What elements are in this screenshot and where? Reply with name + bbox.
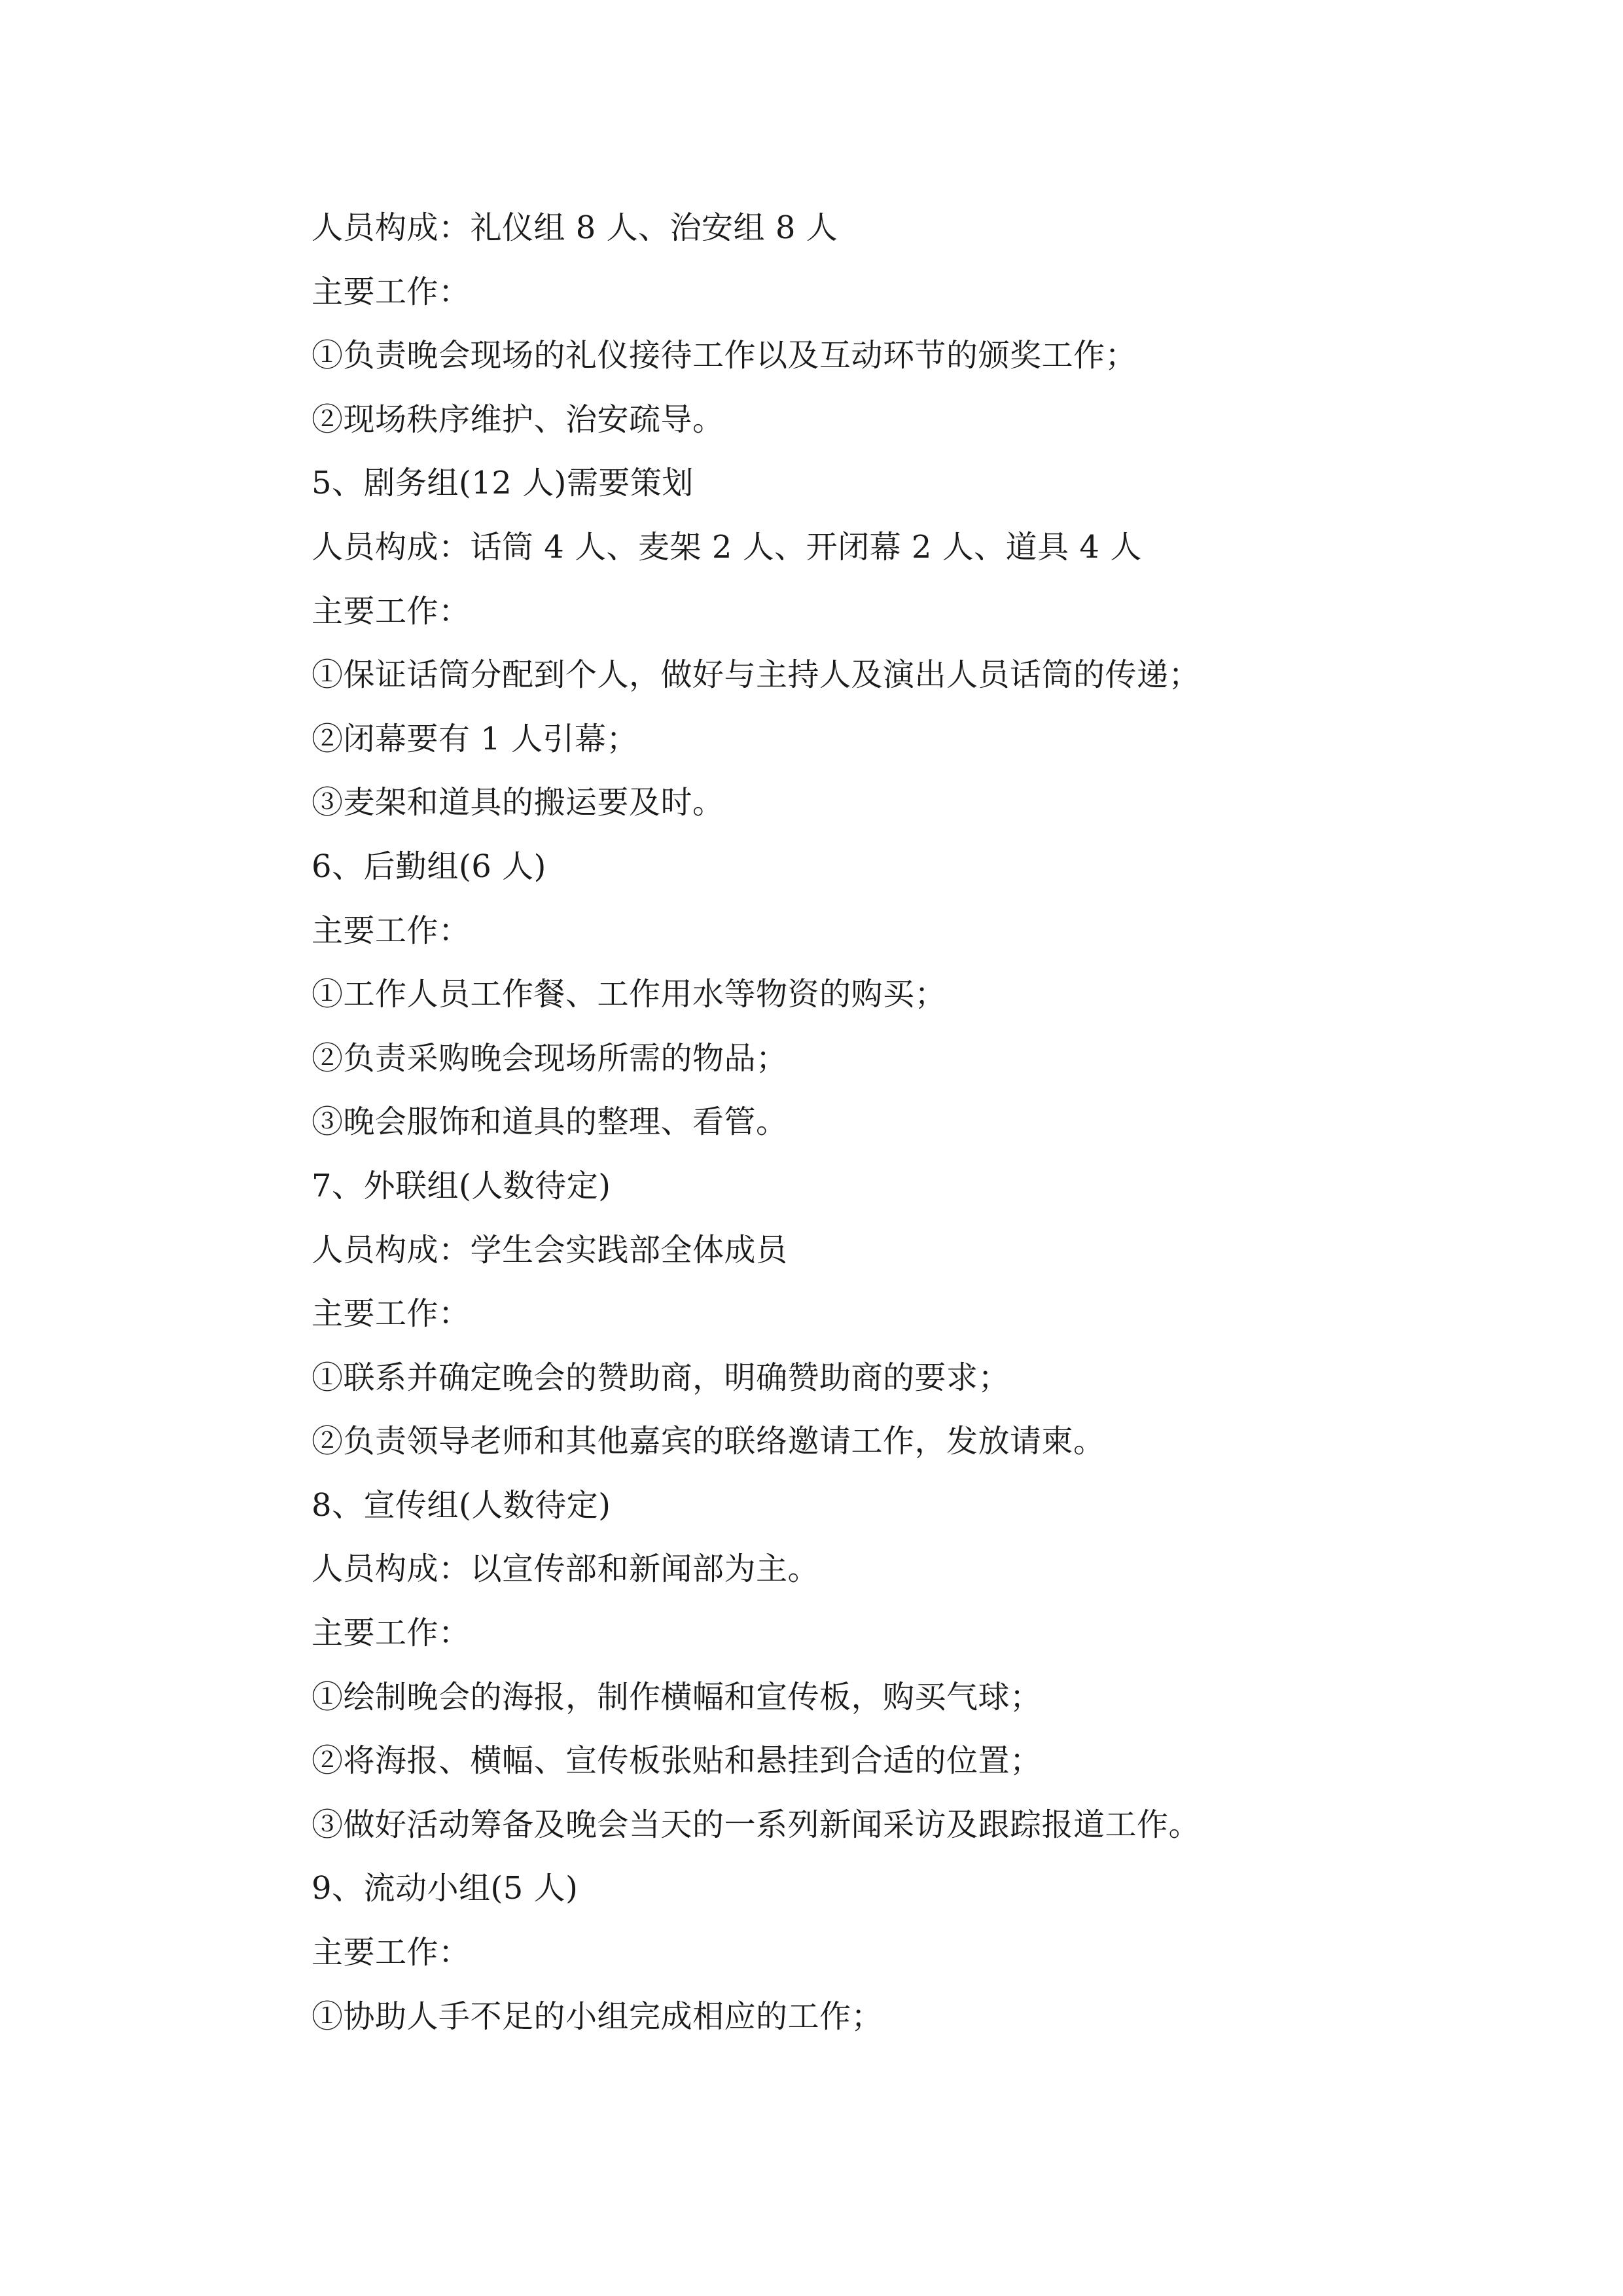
- text-line-item: ③做好活动筹备及晚会当天的一系列新闻采访及跟踪报道工作。: [312, 1806, 1201, 1843]
- text-line-staffing-etiquette-security: 人员构成：礼仪组 8 人、治安组 8 人: [312, 209, 838, 246]
- text-line-staffing-publicity: 人员构成：以宣传部和新闻部为主。: [312, 1551, 820, 1588]
- section-heading-external-relations: 7、外联组(人数待定): [312, 1167, 611, 1204]
- text-line-item: ①绘制晚会的海报，制作横幅和宣传板，购买气球；: [312, 1678, 1042, 1715]
- text-line-main-work: 主要工作：: [312, 1615, 471, 1652]
- text-line-item: ①协助人手不足的小组完成相应的工作；: [312, 1998, 883, 2035]
- text-line-item: ②负责采购晚会现场所需的物品；: [312, 1039, 788, 1077]
- document-body: [312, 196, 1424, 2049]
- text-line-main-work: 主要工作：: [312, 1295, 471, 1333]
- text-line-item: ①工作人员工作餐、工作用水等物资的购买；: [312, 976, 947, 1013]
- text-line-item: ③晚会服饰和道具的整理、看管。: [312, 1103, 788, 1141]
- text-line-item: ①联系并确定晚会的赞助商，明确赞助商的要求；: [312, 1359, 1010, 1396]
- text-line-item: ②将海报、横幅、宣传板张贴和悬挂到合适的位置；: [312, 1742, 1042, 1780]
- text-line-main-work: 主要工作：: [312, 273, 471, 310]
- text-line-staffing-stage-crew: 人员构成：话筒 4 人、麦架 2 人、开闭幕 2 人、道具 4 人: [312, 528, 1142, 565]
- section-heading-publicity: 8、宣传组(人数待定): [312, 1486, 611, 1524]
- section-heading-logistics: 6、后勤组(6 人): [312, 848, 546, 885]
- text-line-main-work: 主要工作：: [312, 592, 471, 630]
- text-line-item: ③麦架和道具的搬运要及时。: [312, 784, 724, 821]
- text-line-item: ②闭幕要有 1 人引幕；: [312, 720, 639, 757]
- text-line-staffing-external: 人员构成：学生会实践部全体成员: [312, 1231, 788, 1268]
- section-heading-mobile-team: 9、流动小组(5 人): [312, 1870, 579, 1907]
- text-line-main-work: 主要工作：: [312, 912, 471, 949]
- text-line-item: ①保证话筒分配到个人，做好与主持人及演出人员话筒的传递；: [312, 656, 1201, 694]
- section-heading-stage-crew: 5、剧务组(12 人)需要策划: [312, 465, 694, 502]
- text-line-item: ②负责领导老师和其他嘉宾的联络邀请工作，发放请柬。: [312, 1423, 1105, 1460]
- text-line-item: ①负责晚会现场的礼仪接待工作以及互动环节的颁奖工作；: [312, 337, 1137, 374]
- text-line-item: ②现场秩序维护、治安疏导。: [312, 401, 724, 438]
- text-line-main-work: 主要工作：: [312, 1934, 471, 1971]
